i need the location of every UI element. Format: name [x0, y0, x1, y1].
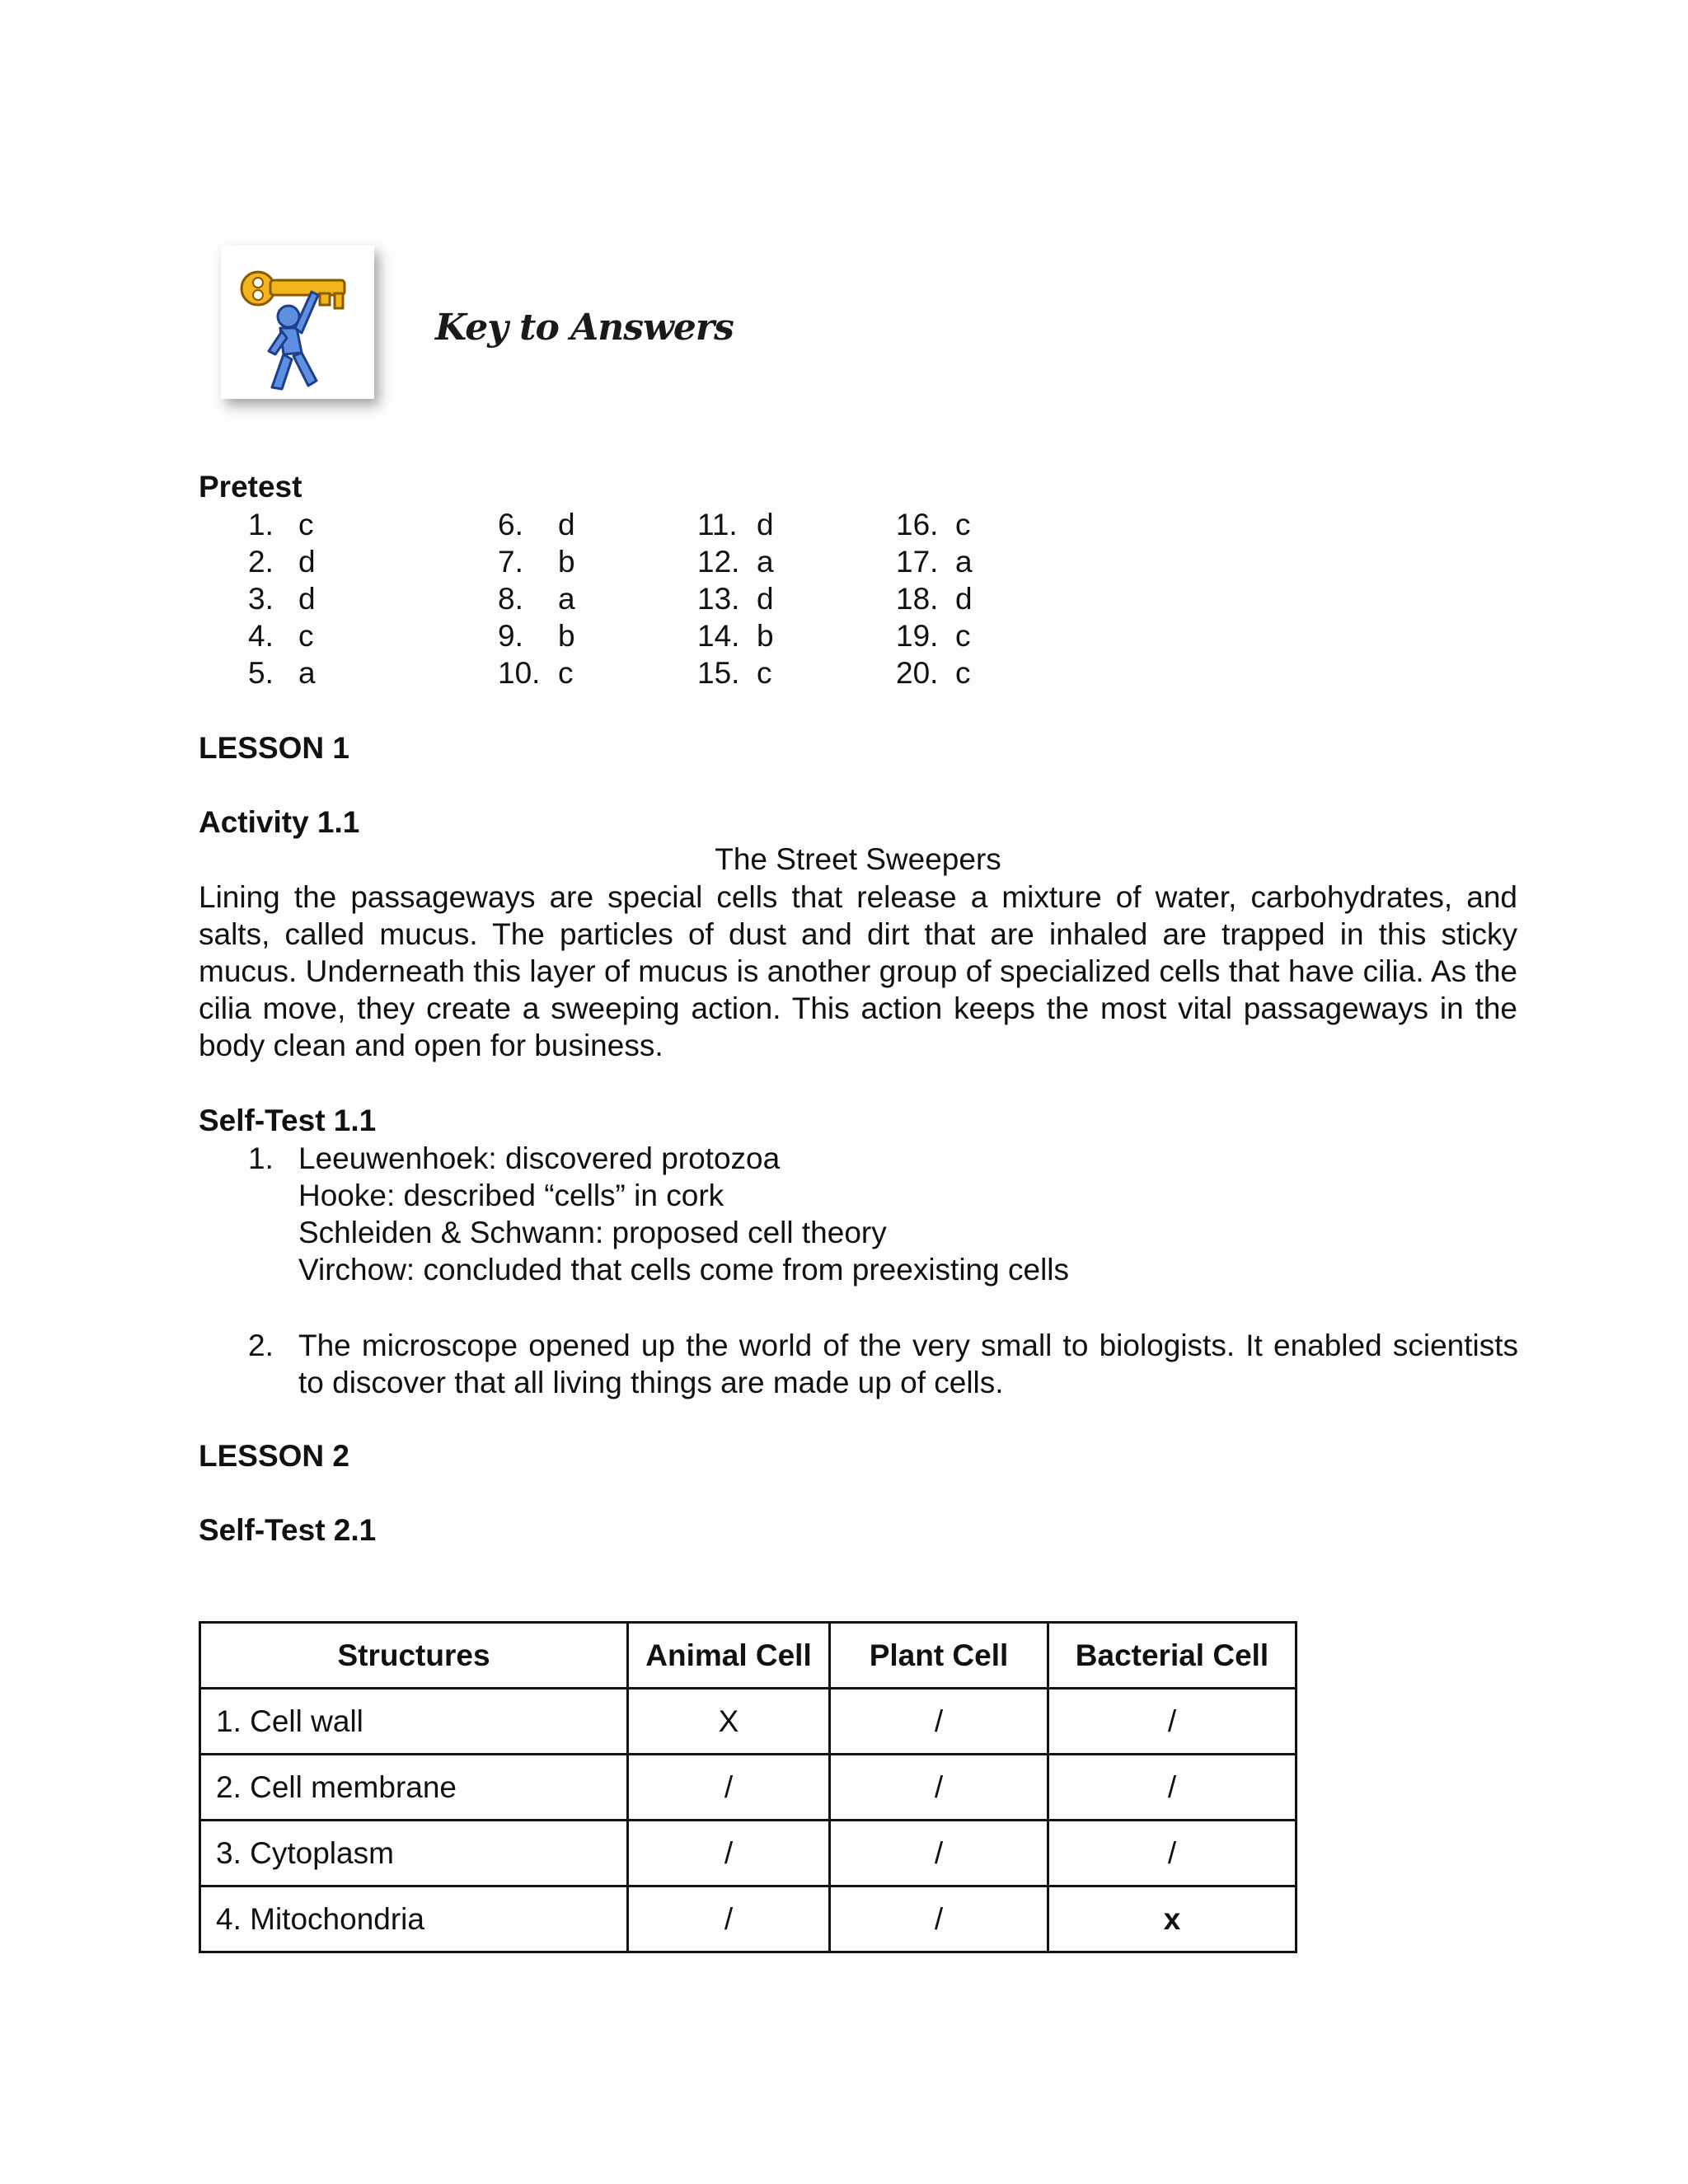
pretest-item-answer: d	[757, 582, 774, 616]
pretest-item-number: 18.	[896, 582, 939, 616]
pretest-item-answer: a	[298, 656, 316, 690]
pretest-item-answer: c	[298, 508, 314, 541]
pretest-item-number: 15.	[697, 656, 740, 690]
figure-holding-key-icon	[221, 246, 374, 399]
activity-1-1-heading: Activity 1.1	[199, 805, 360, 839]
lesson-1-heading: LESSON 1	[199, 731, 349, 765]
scientist-line: Hooke: described “cells” in cork	[298, 1179, 724, 1212]
pretest-item-number: 2.	[248, 545, 274, 579]
pretest-item-number: 19.	[896, 619, 939, 653]
bacterial-cell-mark: /	[1048, 1821, 1296, 1886]
pretest-item-answer: b	[558, 619, 575, 653]
bacterial-cell-mark: x	[1048, 1886, 1296, 1952]
pretest-item-number: 13.	[697, 582, 740, 616]
table-header-row	[200, 1623, 1296, 1689]
pretest-item-answer: b	[757, 619, 774, 653]
header-bacterial-cell: Bacterial Cell	[1048, 1623, 1296, 1689]
table-row	[200, 1689, 1296, 1755]
passage-text: Lining the passageways are special cells that release a mixture of water, carbohydrates, and salts, called mucus. The particles of dust and dirt that are inhaled are trapped in this sticky mucus. Underneath this layer of mucus is another group of specialized cells that have cilia. As the cilia move, they create a sweeping action. This action keeps the most vital passageways in the body clean and open for business.	[199, 880, 1517, 1062]
pretest-item-answer: c	[558, 656, 574, 690]
pretest-item-answer: a	[757, 545, 774, 579]
scientist-line: Leeuwenhoek: discovered protozoa	[298, 1141, 781, 1175]
structure-name: 1. Cell wall	[200, 1689, 628, 1755]
animal-cell-mark: /	[628, 1886, 830, 1952]
plant-cell-mark: /	[830, 1821, 1048, 1886]
pretest-item-number: 9.	[498, 619, 523, 653]
pretest-item-answer: d	[955, 582, 973, 616]
pretest-item-number: 20.	[896, 656, 939, 690]
pretest-item-answer: b	[558, 545, 575, 579]
pretest-item-answer: c	[955, 508, 971, 541]
bacterial-cell-mark: /	[1048, 1755, 1296, 1821]
structure-name: 2. Cell membrane	[200, 1755, 628, 1821]
table-row	[200, 1886, 1296, 1952]
pretest-item-number: 7.	[498, 545, 523, 579]
plant-cell-mark: /	[830, 1689, 1048, 1755]
table-row	[200, 1821, 1296, 1886]
pretest-item-number: 16.	[896, 508, 939, 541]
header-structures: Structures	[200, 1623, 628, 1689]
pretest-item-number: 17.	[896, 545, 939, 579]
passage-title: The Street Sweepers	[715, 842, 1001, 876]
pretest-item-answer: d	[757, 508, 774, 541]
self-test-1-1-heading: Self-Test 1.1	[199, 1104, 377, 1137]
animal-cell-mark: /	[628, 1821, 830, 1886]
cell-structures-table	[199, 1621, 1297, 1953]
logo	[221, 246, 374, 399]
lesson-2-heading: LESSON 2	[199, 1439, 349, 1473]
structure-name: 4. Mitochondria	[200, 1886, 628, 1952]
plant-cell-mark: /	[830, 1886, 1048, 1952]
pretest-item-number: 8.	[498, 582, 523, 616]
scientist-line: Virchow: concluded that cells come from preexisting cells	[298, 1253, 1070, 1286]
microscope-answer: The microscope opened up the world of the very small to biologists. It enabled scientists to discover that all living things are made up of cells.	[298, 1329, 1518, 1399]
pretest-item-answer: d	[298, 582, 316, 616]
structure-name: 3. Cytoplasm	[200, 1821, 628, 1886]
pretest-item-number: 14.	[697, 619, 740, 653]
self-test-item-number: 1.	[248, 1141, 274, 1175]
pretest-item-number: 6.	[498, 508, 523, 541]
pretest-item-answer: c	[955, 656, 971, 690]
self-test-2-1-heading: Self-Test 2.1	[199, 1513, 377, 1547]
pretest-item-answer: a	[955, 545, 973, 579]
animal-cell-mark: /	[628, 1755, 830, 1821]
bacterial-cell-mark: /	[1048, 1689, 1296, 1755]
pretest-item-number: 3.	[248, 582, 274, 616]
pretest-item-answer: d	[558, 508, 575, 541]
pretest-item-answer: a	[558, 582, 575, 616]
pretest-item-answer: c	[757, 656, 772, 690]
pretest-item-answer: c	[298, 619, 314, 653]
table-row	[200, 1755, 1296, 1821]
animal-cell-mark: X	[628, 1689, 830, 1755]
header-plant-cell: Plant Cell	[830, 1623, 1048, 1689]
pretest-item-answer: d	[298, 545, 316, 579]
pretest-item-number: 12.	[697, 545, 740, 579]
pretest-heading: Pretest	[199, 470, 302, 504]
page-title: Key to Answers	[435, 307, 734, 349]
pretest-item-number: 11.	[697, 508, 738, 541]
scientist-line: Schleiden & Schwann: proposed cell theory	[298, 1216, 887, 1249]
pretest-item-number: 5.	[248, 656, 274, 690]
pretest-item-number: 4.	[248, 619, 274, 653]
pretest-item-number: 1.	[248, 508, 274, 541]
plant-cell-mark: /	[830, 1755, 1048, 1821]
self-test-item-number: 2.	[248, 1329, 274, 1362]
pretest-item-answer: c	[955, 619, 971, 653]
pretest-item-number: 10.	[498, 656, 541, 690]
header-animal-cell: Animal Cell	[628, 1623, 830, 1689]
